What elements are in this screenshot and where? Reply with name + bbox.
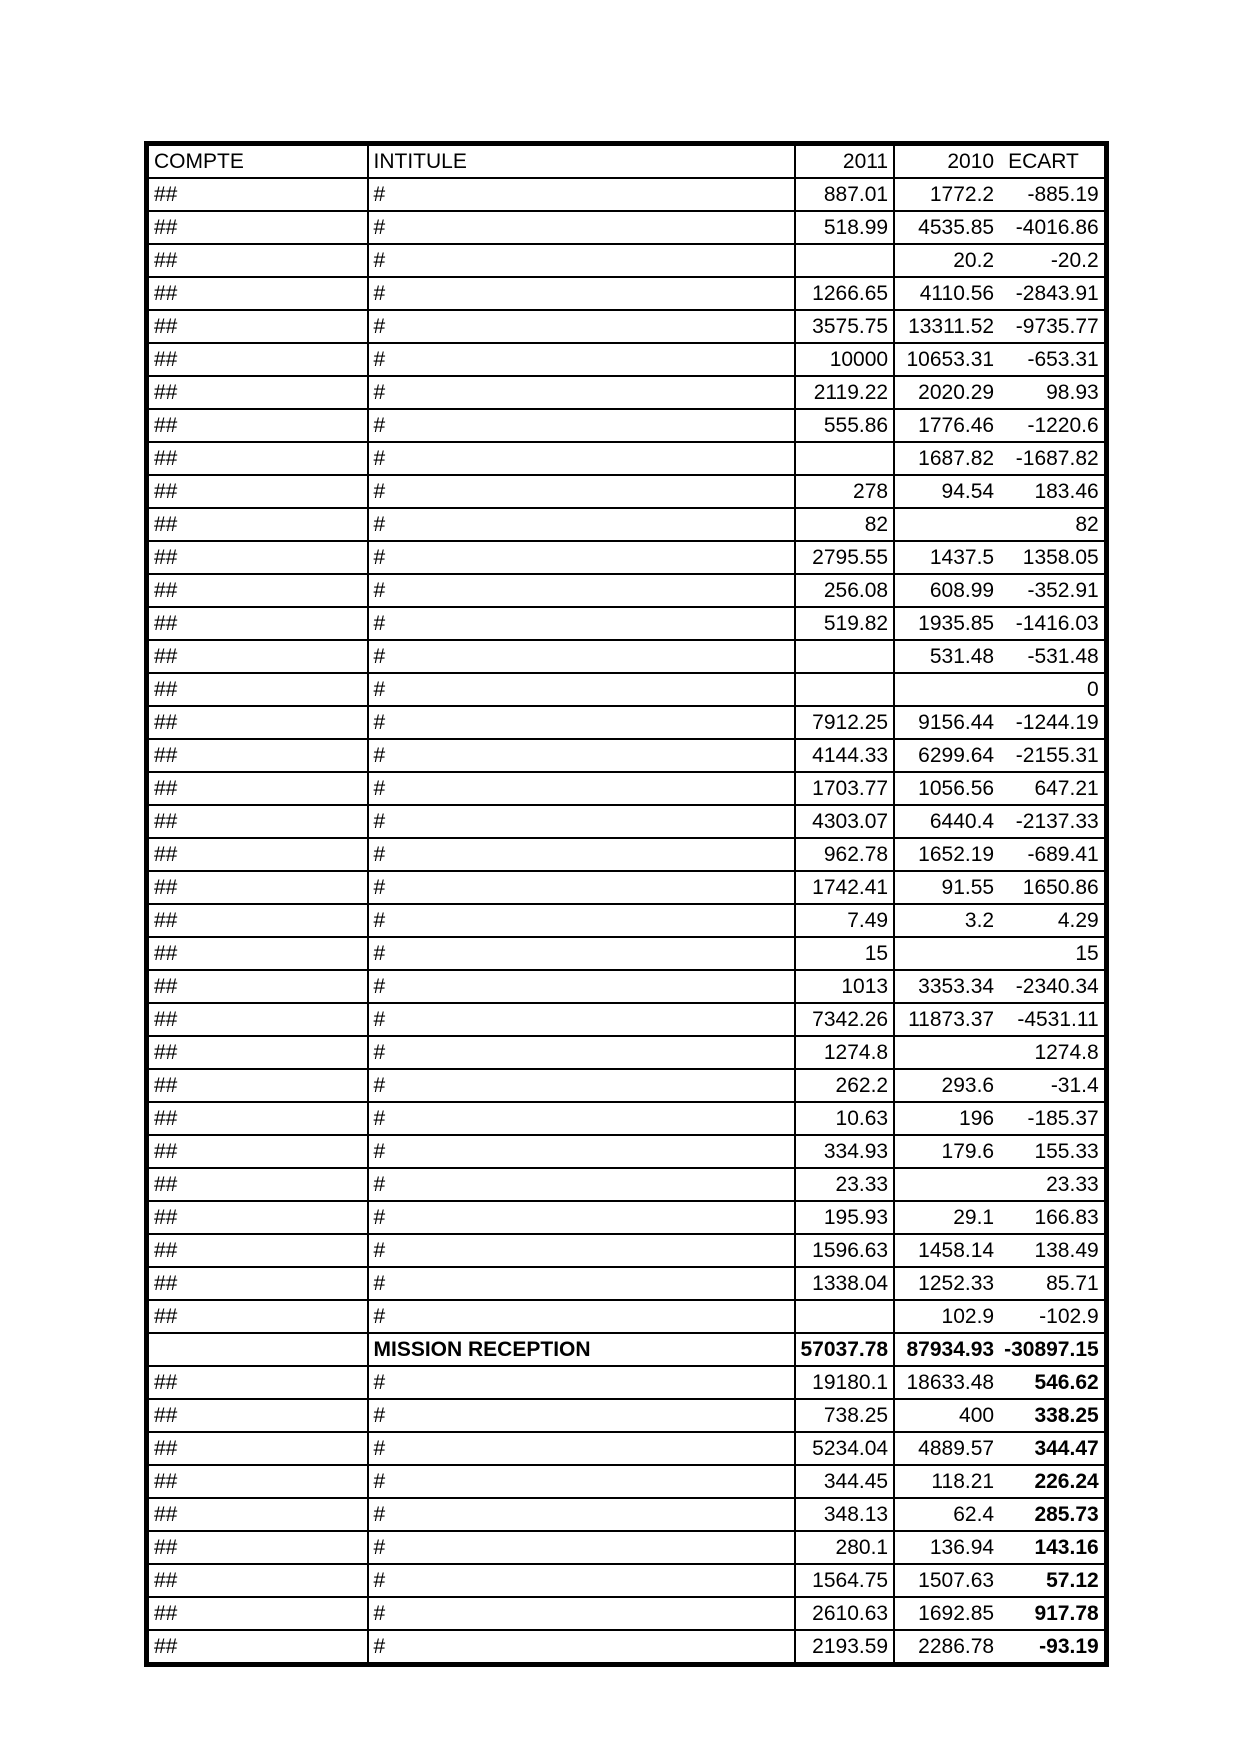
cell-2010: 13311.52 — [894, 310, 999, 343]
cell-ecart: 647.21 — [999, 772, 1106, 805]
cell-2010 — [894, 673, 999, 706]
cell-2011: 344.45 — [795, 1465, 895, 1498]
table-row — [147, 1003, 1107, 1036]
cell-intitule: # — [368, 739, 795, 772]
cell-compte: ## — [147, 277, 368, 310]
table-row — [147, 838, 1107, 871]
cell-intitule: # — [368, 1102, 795, 1135]
cell-2010: 102.9 — [894, 1300, 999, 1333]
cell-2010: 11873.37 — [894, 1003, 999, 1036]
cell-2011: 82 — [795, 508, 895, 541]
cell-2011: 7.49 — [795, 904, 895, 937]
table-row — [147, 508, 1107, 541]
cell-2011: 738.25 — [795, 1399, 895, 1432]
cell-compte: ## — [147, 970, 368, 1003]
cell-2010: 3.2 — [894, 904, 999, 937]
table-row — [147, 1036, 1107, 1069]
cell-2010 — [894, 1036, 999, 1069]
cell-2011: 4144.33 — [795, 739, 895, 772]
cell-intitule: # — [368, 937, 795, 970]
cell-compte: ## — [147, 607, 368, 640]
table-row — [147, 541, 1107, 574]
cell-ecart: -102.9 — [999, 1300, 1106, 1333]
cell-compte: ## — [147, 409, 368, 442]
table-row — [147, 1498, 1107, 1531]
table-row — [147, 706, 1107, 739]
cell-compte: ## — [147, 574, 368, 607]
table-row — [147, 1300, 1107, 1333]
column-header-2010: 2010 — [894, 144, 999, 179]
cell-2011: 19180.1 — [795, 1366, 895, 1399]
cell-2011: 518.99 — [795, 211, 895, 244]
cell-ecart: -20.2 — [999, 244, 1106, 277]
cell-2010: 62.4 — [894, 1498, 999, 1531]
cell-intitule: # — [368, 1135, 795, 1168]
cell-intitule: # — [368, 310, 795, 343]
cell-compte: ## — [147, 475, 368, 508]
cell-2011: 2119.22 — [795, 376, 895, 409]
table-row — [147, 1630, 1107, 1665]
cell-intitule: # — [368, 640, 795, 673]
cell-2010: 1935.85 — [894, 607, 999, 640]
cell-intitule: # — [368, 1597, 795, 1630]
cell-2010: 179.6 — [894, 1135, 999, 1168]
cell-2010: 3353.34 — [894, 970, 999, 1003]
cell-intitule: MISSION RECEPTION — [368, 1333, 795, 1366]
cell-ecart: -1244.19 — [999, 706, 1106, 739]
table-row — [147, 442, 1107, 475]
cell-intitule: # — [368, 1234, 795, 1267]
cell-compte: ## — [147, 178, 368, 211]
cell-intitule: # — [368, 1531, 795, 1564]
cell-ecart: 82 — [999, 508, 1106, 541]
cell-2011: 348.13 — [795, 1498, 895, 1531]
cell-2010: 608.99 — [894, 574, 999, 607]
cell-compte: ## — [147, 871, 368, 904]
cell-intitule: # — [368, 574, 795, 607]
cell-intitule: # — [368, 1498, 795, 1531]
column-header-compte: COMPTE — [147, 144, 368, 179]
cell-2010: 4889.57 — [894, 1432, 999, 1465]
cell-2010 — [894, 937, 999, 970]
cell-2010: 87934.93 — [894, 1333, 999, 1366]
cell-compte: ## — [147, 1498, 368, 1531]
cell-intitule: # — [368, 442, 795, 475]
cell-intitule: # — [368, 805, 795, 838]
cell-ecart: -1220.6 — [999, 409, 1106, 442]
cell-ecart: 183.46 — [999, 475, 1106, 508]
cell-compte: ## — [147, 1135, 368, 1168]
cell-intitule: # — [368, 541, 795, 574]
cell-2011: 15 — [795, 937, 895, 970]
cell-ecart: -2340.34 — [999, 970, 1106, 1003]
cell-2011: 2795.55 — [795, 541, 895, 574]
cell-2011: 334.93 — [795, 1135, 895, 1168]
cell-ecart: -1416.03 — [999, 607, 1106, 640]
cell-intitule: # — [368, 970, 795, 1003]
cell-ecart: -689.41 — [999, 838, 1106, 871]
cell-compte — [147, 1333, 368, 1366]
cell-compte: ## — [147, 376, 368, 409]
cell-2011: 4303.07 — [795, 805, 895, 838]
cell-2010: 1687.82 — [894, 442, 999, 475]
table-row — [147, 409, 1107, 442]
cell-2010: 4110.56 — [894, 277, 999, 310]
cell-intitule: # — [368, 244, 795, 277]
cell-intitule: # — [368, 607, 795, 640]
table-row — [147, 739, 1107, 772]
table-row — [147, 937, 1107, 970]
cell-compte: ## — [147, 1597, 368, 1630]
cell-2011: 10000 — [795, 343, 895, 376]
table-row — [147, 244, 1107, 277]
cell-intitule: # — [368, 1399, 795, 1432]
cell-2011: 1742.41 — [795, 871, 895, 904]
cell-2010: 91.55 — [894, 871, 999, 904]
cell-ecart: 138.49 — [999, 1234, 1106, 1267]
cell-compte: ## — [147, 1201, 368, 1234]
cell-ecart: 57.12 — [999, 1564, 1106, 1597]
cell-2010: 94.54 — [894, 475, 999, 508]
cell-2010: 1056.56 — [894, 772, 999, 805]
cell-2010: 4535.85 — [894, 211, 999, 244]
cell-compte: ## — [147, 1003, 368, 1036]
cell-compte: ## — [147, 1267, 368, 1300]
cell-ecart: 344.47 — [999, 1432, 1106, 1465]
cell-2011: 278 — [795, 475, 895, 508]
table-row — [147, 1366, 1107, 1399]
cell-ecart: -2137.33 — [999, 805, 1106, 838]
cell-2011: 1703.77 — [795, 772, 895, 805]
cell-intitule: # — [368, 1036, 795, 1069]
cell-ecart: 1358.05 — [999, 541, 1106, 574]
table-row — [147, 607, 1107, 640]
header-row — [147, 144, 1107, 179]
table-row — [147, 1333, 1107, 1366]
table-row — [147, 1531, 1107, 1564]
cell-2010: 118.21 — [894, 1465, 999, 1498]
cell-intitule: # — [368, 1564, 795, 1597]
table-row — [147, 310, 1107, 343]
cell-compte: ## — [147, 1366, 368, 1399]
table-row — [147, 343, 1107, 376]
cell-2011: 10.63 — [795, 1102, 895, 1135]
table-row — [147, 1465, 1107, 1498]
cell-ecart: 917.78 — [999, 1597, 1106, 1630]
table-body — [147, 178, 1107, 1665]
cell-2011: 57037.78 — [795, 1333, 895, 1366]
cell-2010: 2020.29 — [894, 376, 999, 409]
cell-2011 — [795, 442, 895, 475]
cell-2011: 5234.04 — [795, 1432, 895, 1465]
table-row — [147, 1234, 1107, 1267]
cell-compte: ## — [147, 1102, 368, 1135]
table-row — [147, 1267, 1107, 1300]
cell-2010: 20.2 — [894, 244, 999, 277]
cell-intitule: # — [368, 1432, 795, 1465]
cell-intitule: # — [368, 1003, 795, 1036]
cell-ecart: -2843.91 — [999, 277, 1106, 310]
cell-2010: 1692.85 — [894, 1597, 999, 1630]
cell-ecart: 23.33 — [999, 1168, 1106, 1201]
table-row — [147, 772, 1107, 805]
cell-intitule: # — [368, 1267, 795, 1300]
cell-ecart: 166.83 — [999, 1201, 1106, 1234]
cell-2010: 2286.78 — [894, 1630, 999, 1665]
cell-2011: 7912.25 — [795, 706, 895, 739]
cell-compte: ## — [147, 1432, 368, 1465]
cell-compte: ## — [147, 508, 368, 541]
cell-2011: 1266.65 — [795, 277, 895, 310]
table-row — [147, 871, 1107, 904]
cell-ecart: -885.19 — [999, 178, 1106, 211]
cell-compte: ## — [147, 310, 368, 343]
cell-2010: 1437.5 — [894, 541, 999, 574]
cell-intitule: # — [368, 1465, 795, 1498]
cell-intitule: # — [368, 1069, 795, 1102]
cell-2011: 280.1 — [795, 1531, 895, 1564]
table-row — [147, 178, 1107, 211]
cell-2011 — [795, 673, 895, 706]
cell-intitule: # — [368, 838, 795, 871]
cell-ecart: 226.24 — [999, 1465, 1106, 1498]
cell-ecart: 1274.8 — [999, 1036, 1106, 1069]
cell-ecart: -30897.15 — [999, 1333, 1106, 1366]
cell-2011: 1274.8 — [795, 1036, 895, 1069]
cell-ecart: 155.33 — [999, 1135, 1106, 1168]
cell-compte: ## — [147, 1069, 368, 1102]
cell-ecart: 4.29 — [999, 904, 1106, 937]
cell-2010: 1458.14 — [894, 1234, 999, 1267]
cell-compte: ## — [147, 1300, 368, 1333]
cell-ecart: -4016.86 — [999, 211, 1106, 244]
cell-2011: 1013 — [795, 970, 895, 1003]
cell-2010: 18633.48 — [894, 1366, 999, 1399]
cell-intitule: # — [368, 178, 795, 211]
cell-2010: 1776.46 — [894, 409, 999, 442]
cell-2010: 293.6 — [894, 1069, 999, 1102]
cell-compte: ## — [147, 1531, 368, 1564]
cell-compte: ## — [147, 1234, 368, 1267]
cell-compte: ## — [147, 442, 368, 475]
cell-ecart: -31.4 — [999, 1069, 1106, 1102]
table-row — [147, 376, 1107, 409]
cell-ecart: 1650.86 — [999, 871, 1106, 904]
cell-intitule: # — [368, 673, 795, 706]
cell-2010: 1652.19 — [894, 838, 999, 871]
cell-ecart: 546.62 — [999, 1366, 1106, 1399]
cell-compte: ## — [147, 541, 368, 574]
cell-2011: 887.01 — [795, 178, 895, 211]
column-header-2011: 2011 — [795, 144, 895, 179]
cell-ecart: -531.48 — [999, 640, 1106, 673]
cell-intitule: # — [368, 772, 795, 805]
cell-compte: ## — [147, 244, 368, 277]
cell-compte: ## — [147, 1399, 368, 1432]
cell-2010: 1507.63 — [894, 1564, 999, 1597]
cell-ecart: 338.25 — [999, 1399, 1106, 1432]
cell-ecart: -185.37 — [999, 1102, 1106, 1135]
table-row — [147, 574, 1107, 607]
cell-2011: 962.78 — [795, 838, 895, 871]
cell-intitule: # — [368, 409, 795, 442]
table-row — [147, 211, 1107, 244]
cell-compte: ## — [147, 706, 368, 739]
cell-2011 — [795, 244, 895, 277]
cell-compte: ## — [147, 772, 368, 805]
table-row — [147, 970, 1107, 1003]
cell-2010 — [894, 508, 999, 541]
cell-compte: ## — [147, 739, 368, 772]
table-row — [147, 1069, 1107, 1102]
cell-2010: 531.48 — [894, 640, 999, 673]
table-row — [147, 1399, 1107, 1432]
cell-intitule: # — [368, 1201, 795, 1234]
cell-2011: 7342.26 — [795, 1003, 895, 1036]
cell-intitule: # — [368, 1630, 795, 1665]
cell-2011 — [795, 1300, 895, 1333]
cell-2011: 555.86 — [795, 409, 895, 442]
cell-ecart: -653.31 — [999, 343, 1106, 376]
cell-2010: 1772.2 — [894, 178, 999, 211]
cell-2011: 262.2 — [795, 1069, 895, 1102]
report-table — [144, 141, 1109, 1667]
cell-compte: ## — [147, 1036, 368, 1069]
cell-ecart: -352.91 — [999, 574, 1106, 607]
table-row — [147, 1102, 1107, 1135]
cell-2010: 10653.31 — [894, 343, 999, 376]
cell-intitule: # — [368, 508, 795, 541]
cell-ecart: -1687.82 — [999, 442, 1106, 475]
table-row — [147, 277, 1107, 310]
cell-intitule: # — [368, 475, 795, 508]
cell-2010: 6440.4 — [894, 805, 999, 838]
cell-intitule: # — [368, 277, 795, 310]
cell-2011 — [795, 640, 895, 673]
cell-compte: ## — [147, 1564, 368, 1597]
cell-2010: 6299.64 — [894, 739, 999, 772]
cell-intitule: # — [368, 1168, 795, 1201]
cell-2011: 519.82 — [795, 607, 895, 640]
cell-2011: 2193.59 — [795, 1630, 895, 1665]
cell-ecart: 98.93 — [999, 376, 1106, 409]
cell-intitule: # — [368, 376, 795, 409]
column-header-ecart: ECART — [999, 144, 1106, 179]
cell-2010: 29.1 — [894, 1201, 999, 1234]
cell-compte: ## — [147, 640, 368, 673]
table-row — [147, 1597, 1107, 1630]
cell-2010: 136.94 — [894, 1531, 999, 1564]
cell-ecart: -4531.11 — [999, 1003, 1106, 1036]
table-row — [147, 805, 1107, 838]
cell-ecart: 285.73 — [999, 1498, 1106, 1531]
cell-ecart: 0 — [999, 673, 1106, 706]
cell-compte: ## — [147, 1465, 368, 1498]
table-row — [147, 673, 1107, 706]
cell-ecart: 15 — [999, 937, 1106, 970]
cell-ecart: -9735.77 — [999, 310, 1106, 343]
cell-2011: 3575.75 — [795, 310, 895, 343]
cell-2011: 2610.63 — [795, 1597, 895, 1630]
cell-2010: 196 — [894, 1102, 999, 1135]
cell-2011: 1596.63 — [795, 1234, 895, 1267]
cell-compte: ## — [147, 838, 368, 871]
table-row — [147, 904, 1107, 937]
cell-compte: ## — [147, 904, 368, 937]
cell-2010: 400 — [894, 1399, 999, 1432]
table-row — [147, 640, 1107, 673]
table-row — [147, 1168, 1107, 1201]
cell-ecart: -2155.31 — [999, 739, 1106, 772]
cell-intitule: # — [368, 871, 795, 904]
column-header-intitule: INTITULE — [368, 144, 795, 179]
cell-compte: ## — [147, 343, 368, 376]
cell-ecart: 143.16 — [999, 1531, 1106, 1564]
cell-2011: 1564.75 — [795, 1564, 895, 1597]
cell-intitule: # — [368, 904, 795, 937]
cell-2010: 1252.33 — [894, 1267, 999, 1300]
cell-intitule: # — [368, 1300, 795, 1333]
cell-compte: ## — [147, 1168, 368, 1201]
cell-compte: ## — [147, 937, 368, 970]
table-row — [147, 1135, 1107, 1168]
cell-2011: 1338.04 — [795, 1267, 895, 1300]
table-row — [147, 1201, 1107, 1234]
cell-2011: 195.93 — [795, 1201, 895, 1234]
cell-intitule: # — [368, 343, 795, 376]
table-row — [147, 475, 1107, 508]
cell-compte: ## — [147, 805, 368, 838]
cell-compte: ## — [147, 673, 368, 706]
cell-2011: 256.08 — [795, 574, 895, 607]
cell-intitule: # — [368, 706, 795, 739]
cell-ecart: 85.71 — [999, 1267, 1106, 1300]
cell-intitule: # — [368, 211, 795, 244]
cell-compte: ## — [147, 1630, 368, 1665]
cell-intitule: # — [368, 1366, 795, 1399]
cell-2010: 9156.44 — [894, 706, 999, 739]
cell-2010 — [894, 1168, 999, 1201]
cell-2011: 23.33 — [795, 1168, 895, 1201]
cell-compte: ## — [147, 211, 368, 244]
cell-ecart: -93.19 — [999, 1630, 1106, 1665]
table-row — [147, 1564, 1107, 1597]
table-row — [147, 1432, 1107, 1465]
